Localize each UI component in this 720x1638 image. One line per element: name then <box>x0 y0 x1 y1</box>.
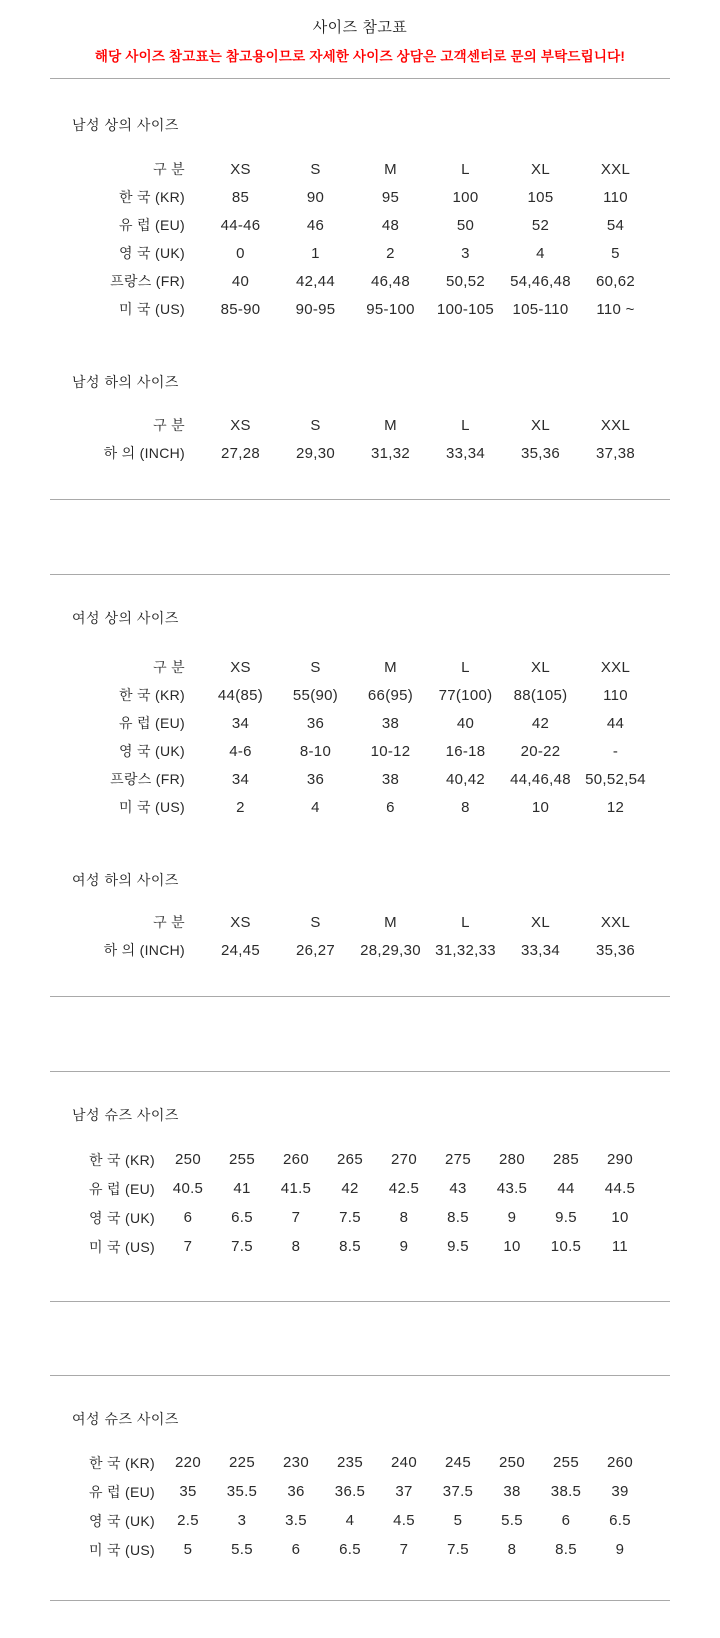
size-row <box>60 183 653 211</box>
size-value: 5.5 <box>231 1541 253 1558</box>
size-value: 8 <box>507 1541 517 1558</box>
size-value: 8 <box>461 798 470 816</box>
size-row <box>60 793 653 821</box>
size-value: 2.5 <box>177 1512 199 1529</box>
size-value: 245 <box>445 1454 471 1471</box>
size-header-row <box>60 411 653 439</box>
size-value: 9.5 <box>447 1238 469 1255</box>
size-value: 6 <box>561 1512 571 1529</box>
size-value: 4 <box>536 244 545 262</box>
size-value: 280 <box>499 1151 525 1168</box>
size-value: 6 <box>183 1209 193 1226</box>
size-value: 9 <box>399 1238 409 1255</box>
row-label: 구 분 <box>153 417 185 433</box>
size-row <box>60 295 653 323</box>
size-value: 265 <box>337 1151 363 1168</box>
size-value: 6 <box>386 798 395 816</box>
size-value: 270 <box>391 1151 417 1168</box>
size-row <box>60 1174 647 1203</box>
size-value: 44-46 <box>220 216 261 234</box>
size-value: 90 <box>306 188 325 206</box>
column-header: L <box>461 658 470 676</box>
size-value: 110 ~ <box>596 300 635 318</box>
size-value: 38 <box>503 1483 521 1500</box>
womens-shoes-size-table <box>60 1448 647 1564</box>
womens-tops-size-table <box>60 653 653 821</box>
size-value: 10 <box>503 1238 521 1255</box>
size-value: 6 <box>291 1541 301 1558</box>
size-value: 260 <box>607 1454 633 1471</box>
size-row <box>60 737 653 765</box>
size-value: 20-22 <box>520 742 561 760</box>
size-value: 88(105) <box>513 686 568 704</box>
womens-shoes-title: 여성 슈즈 사이즈 <box>72 1411 179 1427</box>
size-value: 2 <box>386 244 395 262</box>
size-value: 3 <box>461 244 470 262</box>
size-value: 230 <box>283 1454 309 1471</box>
size-guide-notice: 해당 사이즈 참고표는 참고용이므로 자세한 사이즈 상담은 고객센터로 문의 부탁드립니다! <box>94 49 626 64</box>
size-row <box>60 709 653 737</box>
size-value: 8.5 <box>339 1238 361 1255</box>
size-value: 38 <box>381 770 400 788</box>
section-mens-clothing <box>0 115 720 467</box>
divider <box>50 996 670 997</box>
size-value: 66(95) <box>367 686 414 704</box>
row-label: 구 분 <box>153 659 185 675</box>
column-header: L <box>461 416 470 434</box>
size-value: 11 <box>611 1238 629 1255</box>
size-value: 8.5 <box>447 1209 469 1226</box>
divider <box>50 1375 670 1376</box>
size-value: 4.5 <box>393 1512 415 1529</box>
mens-bottoms-title: 남성 하의 사이즈 <box>72 374 179 390</box>
column-header: M <box>384 913 397 931</box>
size-value: 35,36 <box>595 941 636 959</box>
size-value: 95-100 <box>366 300 415 318</box>
size-value: 37.5 <box>442 1483 474 1500</box>
size-row <box>60 1203 647 1232</box>
row-label: 영 국 (UK) <box>89 1209 155 1226</box>
size-value: 0 <box>236 244 245 262</box>
row-label: 구 분 <box>153 161 185 177</box>
size-value: 7.5 <box>231 1238 253 1255</box>
size-value: 105-110 <box>512 300 569 318</box>
size-value: 31,32,33 <box>435 941 496 959</box>
column-header: XL <box>531 416 550 434</box>
row-label: 한 국 (KR) <box>89 1151 155 1168</box>
size-value: 44 <box>606 714 625 732</box>
size-value: 38.5 <box>550 1483 582 1500</box>
size-value: 26,27 <box>295 941 336 959</box>
divider <box>50 574 670 575</box>
row-label: 유 럽 (EU) <box>89 1483 155 1500</box>
size-value: 9 <box>615 1541 625 1558</box>
size-value: 38 <box>381 714 400 732</box>
size-header-row <box>60 908 653 936</box>
size-value: 8-10 <box>299 742 332 760</box>
size-row <box>60 1145 647 1174</box>
row-label: 하 의 (INCH) <box>103 942 185 958</box>
size-value: 37,38 <box>595 444 636 462</box>
size-row <box>60 1232 647 1261</box>
size-value: 50,52,54 <box>585 770 646 788</box>
size-value: 33,34 <box>445 444 486 462</box>
row-label: 프랑스 (FR) <box>110 771 185 787</box>
size-value: 43.5 <box>496 1180 528 1197</box>
size-value: 44(85) <box>217 686 264 704</box>
size-value: 55(90) <box>292 686 339 704</box>
column-header: S <box>310 160 321 178</box>
size-value: 42,44 <box>295 272 336 290</box>
column-header: S <box>310 416 321 434</box>
row-label: 프랑스 (FR) <box>110 273 185 289</box>
size-value: 42 <box>531 714 550 732</box>
size-value: 54,46,48 <box>510 272 571 290</box>
size-value: 90-95 <box>295 300 336 318</box>
size-value: 42 <box>341 1180 359 1197</box>
column-header: M <box>384 658 397 676</box>
size-value: 48 <box>381 216 400 234</box>
size-row <box>60 936 653 964</box>
size-value: 3.5 <box>285 1512 307 1529</box>
size-row <box>60 267 653 295</box>
size-row <box>60 1535 647 1564</box>
size-value: 7 <box>183 1238 193 1255</box>
row-label: 미 국 (US) <box>119 799 185 815</box>
row-label: 하 의 (INCH) <box>103 445 185 461</box>
size-value: - <box>612 742 619 760</box>
size-value: 40,42 <box>445 770 486 788</box>
size-row <box>60 439 653 467</box>
size-value: 5 <box>611 244 620 262</box>
size-value: 40.5 <box>172 1180 204 1197</box>
size-value: 39 <box>611 1483 629 1500</box>
size-value: 3 <box>237 1512 247 1529</box>
size-value: 43 <box>449 1180 467 1197</box>
womens-bottoms-title: 여성 하의 사이즈 <box>72 872 179 888</box>
size-value: 44,46,48 <box>510 770 571 788</box>
size-value: 36 <box>287 1483 305 1500</box>
size-value: 41 <box>233 1180 251 1197</box>
size-value: 34 <box>231 770 250 788</box>
column-header: L <box>461 913 470 931</box>
size-value: 27,28 <box>220 444 261 462</box>
size-value: 52 <box>531 216 550 234</box>
size-value: 36 <box>306 770 325 788</box>
column-header: L <box>461 160 470 178</box>
divider <box>50 78 670 79</box>
size-value: 7 <box>291 1209 301 1226</box>
size-value: 31,32 <box>370 444 411 462</box>
size-value: 1 <box>311 244 320 262</box>
size-value: 44.5 <box>604 1180 636 1197</box>
size-value: 36.5 <box>334 1483 366 1500</box>
mens-shoes-size-table <box>60 1145 647 1261</box>
size-value: 260 <box>283 1151 309 1168</box>
size-value: 40 <box>231 272 250 290</box>
size-header-row <box>60 155 653 183</box>
size-value: 250 <box>499 1454 525 1471</box>
row-label: 미 국 (US) <box>119 301 185 317</box>
column-header: XL <box>531 160 550 178</box>
divider <box>50 499 670 500</box>
womens-bottoms-size-table <box>60 908 653 964</box>
size-value: 54 <box>606 216 625 234</box>
size-value: 10.5 <box>550 1238 582 1255</box>
size-value: 35,36 <box>520 444 561 462</box>
size-value: 85-90 <box>220 300 261 318</box>
size-value: 4 <box>311 798 320 816</box>
size-value: 10-12 <box>370 742 411 760</box>
size-value: 16-18 <box>445 742 486 760</box>
size-value: 7 <box>399 1541 409 1558</box>
size-value: 100 <box>452 188 479 206</box>
column-header: XXL <box>600 658 631 676</box>
row-label: 영 국 (UK) <box>119 743 185 759</box>
size-value: 225 <box>229 1454 255 1471</box>
size-value: 4 <box>345 1512 355 1529</box>
size-row <box>60 211 653 239</box>
size-value: 28,29,30 <box>360 941 421 959</box>
size-value: 29,30 <box>295 444 336 462</box>
section-womens-shoes <box>0 1409 720 1564</box>
size-value: 95 <box>381 188 400 206</box>
size-value: 34 <box>231 714 250 732</box>
size-value: 7.5 <box>447 1541 469 1558</box>
section-womens-clothing <box>0 608 720 964</box>
row-label: 구 분 <box>153 914 185 930</box>
size-row <box>60 681 653 709</box>
size-value: 44 <box>557 1180 575 1197</box>
size-value: 105 <box>527 188 554 206</box>
size-value: 5 <box>453 1512 463 1529</box>
size-value: 235 <box>337 1454 363 1471</box>
size-value: 220 <box>175 1454 201 1471</box>
size-header-row <box>60 653 653 681</box>
row-label: 한 국 (KR) <box>119 189 185 205</box>
row-label: 미 국 (US) <box>89 1541 155 1558</box>
page-title: 사이즈 참고표 <box>312 19 408 36</box>
size-value: 290 <box>607 1151 633 1168</box>
divider <box>50 1600 670 1601</box>
size-value: 6.5 <box>231 1209 253 1226</box>
column-header: XS <box>230 160 251 178</box>
size-value: 10 <box>531 798 550 816</box>
column-header: XL <box>531 913 550 931</box>
size-value: 5 <box>183 1541 193 1558</box>
size-value: 255 <box>553 1454 579 1471</box>
column-header: XXL <box>600 416 631 434</box>
column-header: XS <box>230 658 251 676</box>
row-label: 영 국 (UK) <box>89 1512 155 1529</box>
size-value: 42.5 <box>388 1180 420 1197</box>
size-value: 2 <box>236 798 245 816</box>
row-label: 한 국 (KR) <box>89 1454 155 1471</box>
size-value: 9 <box>507 1209 517 1226</box>
size-value: 100-105 <box>436 300 495 318</box>
divider <box>50 1301 670 1302</box>
size-value: 12 <box>606 798 625 816</box>
mens-bottoms-size-table <box>60 411 653 467</box>
size-row <box>60 765 653 793</box>
size-value: 35.5 <box>226 1483 258 1500</box>
row-label: 미 국 (US) <box>89 1238 155 1255</box>
size-value: 6.5 <box>609 1512 631 1529</box>
size-value: 8 <box>399 1209 409 1226</box>
size-value: 46 <box>306 216 325 234</box>
column-header: XXL <box>600 913 631 931</box>
size-value: 50,52 <box>445 272 486 290</box>
size-value: 5.5 <box>501 1512 523 1529</box>
size-value: 285 <box>553 1151 579 1168</box>
divider <box>50 1071 670 1072</box>
column-header: XL <box>531 658 550 676</box>
row-label: 유 럽 (EU) <box>119 217 185 233</box>
size-value: 7.5 <box>339 1209 361 1226</box>
column-header: S <box>310 913 321 931</box>
size-value: 275 <box>445 1151 471 1168</box>
size-value: 250 <box>175 1151 201 1168</box>
column-header: XXL <box>600 160 631 178</box>
mens-shoes-title: 남성 슈즈 사이즈 <box>72 1107 179 1123</box>
size-value: 255 <box>229 1151 255 1168</box>
section-mens-shoes <box>0 1105 720 1261</box>
size-value: 10 <box>611 1209 629 1226</box>
size-value: 46,48 <box>370 272 411 290</box>
size-value: 41.5 <box>280 1180 312 1197</box>
size-value: 240 <box>391 1454 417 1471</box>
mens-tops-title: 남성 상의 사이즈 <box>72 117 179 133</box>
size-value: 8.5 <box>555 1541 577 1558</box>
size-value: 8 <box>291 1238 301 1255</box>
column-header: XS <box>230 416 251 434</box>
row-label: 한 국 (KR) <box>119 687 185 703</box>
size-value: 85 <box>231 188 250 206</box>
size-value: 33,34 <box>520 941 561 959</box>
size-value: 110 <box>603 686 628 704</box>
size-value: 4-6 <box>229 742 252 760</box>
size-value: 35 <box>179 1483 197 1500</box>
size-row <box>60 239 653 267</box>
size-value: 40 <box>456 714 475 732</box>
mens-tops-size-table <box>60 155 653 323</box>
size-value: 24,45 <box>220 941 261 959</box>
size-value: 60,62 <box>595 272 636 290</box>
size-row <box>60 1448 647 1477</box>
womens-tops-title: 여성 상의 사이즈 <box>72 610 179 626</box>
size-value: 37 <box>395 1483 413 1500</box>
size-value: 110 <box>603 188 628 206</box>
size-value: 50 <box>456 216 475 234</box>
size-row <box>60 1506 647 1535</box>
column-header: XS <box>230 913 251 931</box>
column-header: M <box>384 160 397 178</box>
size-value: 6.5 <box>339 1541 361 1558</box>
size-value: 77(100) <box>438 686 493 704</box>
column-header: M <box>384 416 397 434</box>
column-header: S <box>310 658 321 676</box>
row-label: 영 국 (UK) <box>119 245 185 261</box>
size-value: 36 <box>306 714 325 732</box>
row-label: 유 럽 (EU) <box>89 1180 155 1197</box>
size-value: 9.5 <box>555 1209 577 1226</box>
size-row <box>60 1477 647 1506</box>
row-label: 유 럽 (EU) <box>119 715 185 731</box>
